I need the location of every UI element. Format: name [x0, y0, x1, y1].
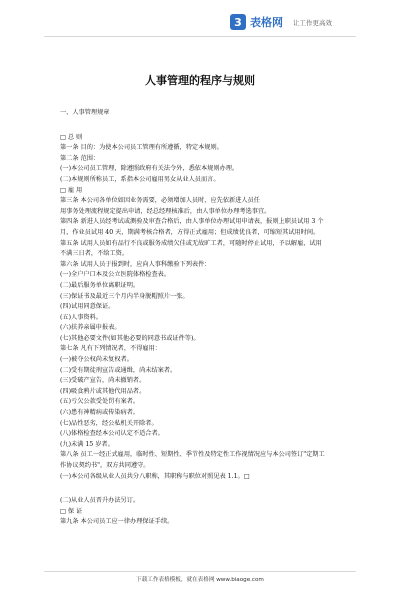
body-line: 第七条 凡有下列情况者，不得雇用： — [60, 345, 161, 353]
body-line: (二)最后服务单位离职证明。 — [60, 281, 140, 289]
footer-divider — [44, 571, 356, 572]
body-line: (七)其他必要文件(如其他必要的同意书或证件等)。 — [60, 334, 200, 342]
document-body — [60, 108, 350, 528]
body-line: (二)从业人员晋升办法另订。 — [60, 497, 140, 505]
body-line: (九)未满 15 岁者。 — [60, 440, 114, 448]
subsection-heading: □ 雇 用 — [60, 186, 83, 194]
body-line: 第六条 试用人员于报到时，应向人事科缴验下列表件： — [60, 260, 211, 268]
body-line: 第三条 本公司各单位如因业务需要，必须增加人员时，应先依新进人员任 — [60, 197, 260, 205]
body-line: (二)受有期徒刑宣告或通缉，尚未结案者。 — [60, 366, 177, 374]
subsection-heading: □ 总 则 — [60, 133, 83, 141]
body-line: 作协议契约书"，双方共同遵守。 — [60, 462, 150, 469]
body-line: 不满三日者，不给工资。 — [60, 250, 129, 258]
site-header — [230, 14, 332, 30]
body-line: (一)全户户口本及公立医院体格检查表。 — [60, 271, 171, 279]
body-line: (二)本规则所称员工，系指本公司雇用男女从业人员而言。 — [60, 175, 220, 183]
subsection-heading: □ 保 证 — [60, 507, 83, 515]
body-line: (一)本公司员工管理，除遵照政府有关法令外，悉依本规则办理。 — [60, 165, 239, 173]
body-line: (五)人事资料。 — [60, 313, 102, 321]
body-line: 用事务处理流程规定提出申请，经总经理核准后，由人事单位办理考选事宜。 — [60, 207, 271, 215]
body-line: (三)保证书及最近三个月内半身脱帽照片一张。 — [60, 292, 189, 300]
body-line: 第五条 试用人员如有品行不良或服务成绩欠佳或无故旷工者，可随时停止试用，予以解雇，试用 — [60, 239, 322, 247]
body-line: 第四条 新进人员经考试或测验及审查合格后，由人事单位办理试用申请表，报则上职员试用 3 个 — [60, 218, 324, 226]
body-line: (六)患有神精病或传染病者。 — [60, 409, 140, 417]
brand-slogan: 让工作更高效 — [293, 18, 332, 27]
body-line: 月，作业员试用 40 天，期满考核合格者，方得正式雇用；但成绩优良者，可缩短其试用时间。 — [60, 228, 320, 236]
brand-logo-icon: 3 — [230, 14, 246, 30]
document-title: 人事管理的程序与规则 — [145, 74, 255, 87]
body-line: 第八条 员工一经正式雇用，临时性、短期性、季节性及特定性工作视情况应与本公司签订"定期工 — [60, 451, 325, 459]
body-line: (三)受破产宣告，尚未撤销者。 — [60, 377, 146, 385]
footer-text: 下载工作表格模板，就在表格网 www.biaoge.com — [136, 577, 264, 583]
section-heading: 一、人事管理规章 — [60, 109, 110, 116]
body-line: (六)扶养亲属申报表。 — [60, 324, 121, 332]
brand-name: 表格网 — [250, 16, 283, 29]
body-line: (四)试用同意保证。 — [60, 303, 115, 311]
body-line: (一)被夺公权尚未复权者。 — [60, 356, 133, 364]
body-line: 第二条 范围： — [60, 154, 100, 162]
header-divider — [44, 36, 356, 37]
body-line: (八)体格检查经本公司认定不适合者。 — [60, 430, 164, 438]
body-line: 第一条 目的：为使本公司员工管理有所遵循，特定本规则。 — [60, 144, 223, 152]
body-line: (四)吸食鸦片或其他代用品者。 — [60, 387, 146, 395]
body-line: (七)品性恶劣，经公私机关开除者。 — [60, 419, 158, 427]
body-line: (一)本公司各级从业人员共分八职称，其职称与职位对照见表 1.1。□ — [60, 472, 250, 480]
body-line: (五)亏欠公款受处罚有案者。 — [60, 398, 140, 406]
body-line: 第九条 本公司员工应一律办理保证手续。 — [60, 518, 174, 526]
